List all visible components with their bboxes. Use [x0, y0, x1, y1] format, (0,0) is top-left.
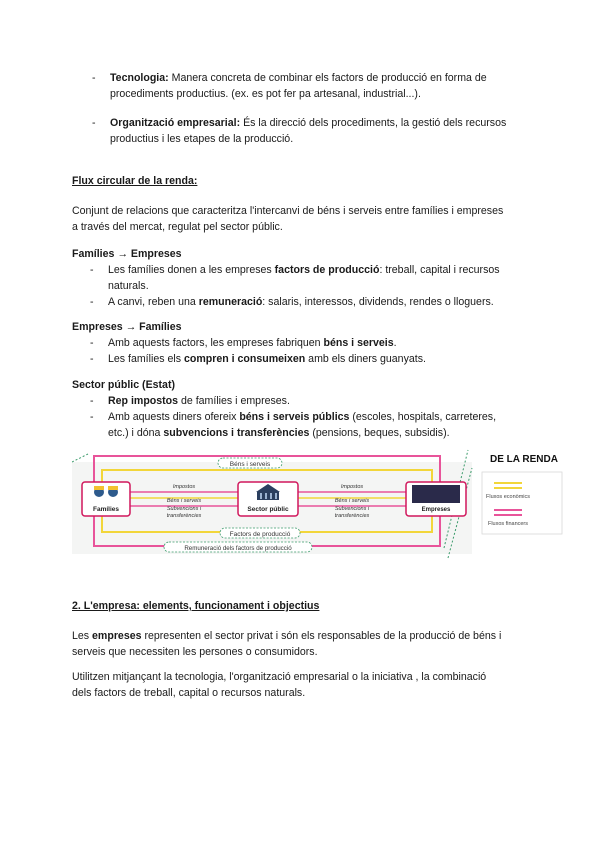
sector-public-label: Sector públic	[247, 506, 289, 513]
term-tecnologia: Tecnologia:	[110, 72, 169, 84]
section2-paragraph-2	[72, 669, 542, 701]
left-transferencies: transferències	[166, 513, 202, 519]
s2p1-a: Les	[72, 630, 93, 642]
sector-public-title: Sector públic (Estat)	[72, 379, 176, 391]
organitzacio-text-2: productius i les etapes de la producció.	[110, 133, 294, 145]
left-impostos: Impostos	[172, 484, 196, 490]
tecnologia-item	[72, 70, 542, 102]
list-dash: -	[92, 117, 96, 129]
s1-b1-c: : treball, capital i recursos	[379, 264, 500, 276]
s2p2-a: Utilitzen mitjançant la tecnologia, l'organització empresarial o la iniciativa , la combinació	[72, 671, 487, 683]
flux-intro-line1: Conjunt de relacions que caracteritza l'intercanvi de béns i serveis entre famílies i empreses	[72, 205, 504, 217]
s3-b2-c: (escoles, hospitals, carreteres,	[349, 411, 497, 423]
s2-b2-c: amb els diners guanyats.	[305, 353, 426, 365]
right-subvencions: Subvencions i	[334, 506, 370, 512]
s2-b1-a: Amb aquests factors, les empreses fabriquen	[108, 337, 324, 349]
legend-economic-label: Fluxos econòmics	[485, 494, 531, 500]
factory-icon	[412, 485, 460, 503]
s2p1-c: representen el sector privat i són els responsables de la producció de béns i	[141, 630, 502, 642]
s1-b1-d: naturals.	[108, 280, 149, 292]
s2-b2-b: compren i consumeixen	[183, 353, 306, 365]
list-dash: -	[90, 264, 94, 276]
s2-b1-c: .	[393, 337, 397, 349]
s1-b2-c: : salaris, interessos, dividends, rendes o lloguers.	[262, 296, 494, 308]
s3-b2-a: Amb aquests diners ofereix	[108, 411, 240, 423]
legend-title: DE LA RENDA	[490, 454, 558, 465]
section-empreses-families	[72, 319, 542, 367]
families-empreses-title: Famílies → Empreses	[72, 248, 182, 260]
flux-heading: Flux circular de la renda:	[72, 175, 198, 187]
s2-b1-b: béns i serveis	[323, 337, 394, 349]
section-sector-public	[72, 377, 542, 441]
families-label: Famílies	[92, 506, 120, 513]
legend-financial-label: Fluxos financers	[487, 521, 529, 527]
flux-intro	[72, 203, 542, 235]
s3-b2-e: subvencions i transferències	[163, 427, 310, 439]
dashed-line	[72, 454, 88, 462]
s3-b2-f: (pensions, beques, subsidis).	[309, 427, 450, 439]
list-dash: -	[92, 72, 96, 84]
s2p1-d: serveis que necessiten les persones o consumidors.	[72, 646, 318, 658]
remuneracio-label: Remuneració dels factors de producció	[184, 545, 292, 552]
empreses-families-title: Empreses → Famílies	[72, 321, 182, 333]
list-dash: -	[90, 296, 94, 308]
s2p1-b: empreses	[92, 630, 142, 642]
flux-intro-line2: a través del mercat, regulat pel sector públic.	[72, 221, 283, 233]
section2-paragraph-1	[72, 628, 542, 660]
right-impostos: Impostos	[340, 484, 364, 490]
s3-b2-d: etc.) i dóna	[108, 427, 164, 439]
s1-b2-a: A canvi, reben una	[108, 296, 199, 308]
tecnologia-text-2: procediments productius. (ex. es pot fer pa artesanal, industrial...).	[110, 88, 421, 100]
s2p2-b: dels factors de treball, capital o recursos naturals.	[72, 687, 306, 699]
right-transferencies: transferències	[334, 513, 370, 519]
s1-b2-b: remuneració	[198, 296, 263, 308]
term-organitzacio: Organització empresarial:	[110, 117, 241, 129]
organitzacio-item	[72, 115, 542, 147]
section2-heading: 2. L'empresa: elements, funcionament i objectius	[72, 600, 320, 612]
left-bens: Béns i serveis	[166, 498, 202, 504]
s1-b1-a: Les famílies donen a les empreses	[108, 264, 275, 276]
s3-b1-b: de famílies i empreses.	[178, 395, 290, 407]
factors-label: Factors de producció	[229, 531, 291, 538]
s3-b1-a: Rep impostos	[108, 395, 179, 407]
right-bens: Béns i serveis	[334, 498, 370, 504]
left-subvencions: Subvencions i	[166, 506, 202, 512]
s2-b2-a: Les famílies els	[108, 353, 184, 365]
list-dash: -	[90, 353, 94, 365]
empreses-label: Empreses	[421, 507, 451, 513]
list-dash: -	[90, 411, 94, 423]
list-dash: -	[90, 337, 94, 349]
s3-b2-b: béns i serveis públics	[239, 411, 350, 423]
section-families-empreses	[72, 246, 542, 310]
flux-circular-diagram	[72, 448, 572, 560]
bens-serveis-label: Béns i serveis	[229, 461, 271, 468]
s1-b1-b: factors de producció	[274, 264, 380, 276]
organitzacio-text: És la direcció dels procediments, la gestió dels recursos	[240, 117, 507, 129]
tecnologia-text: Manera concreta de combinar els factors de producció en forma de	[168, 72, 487, 84]
list-dash: -	[90, 395, 94, 407]
